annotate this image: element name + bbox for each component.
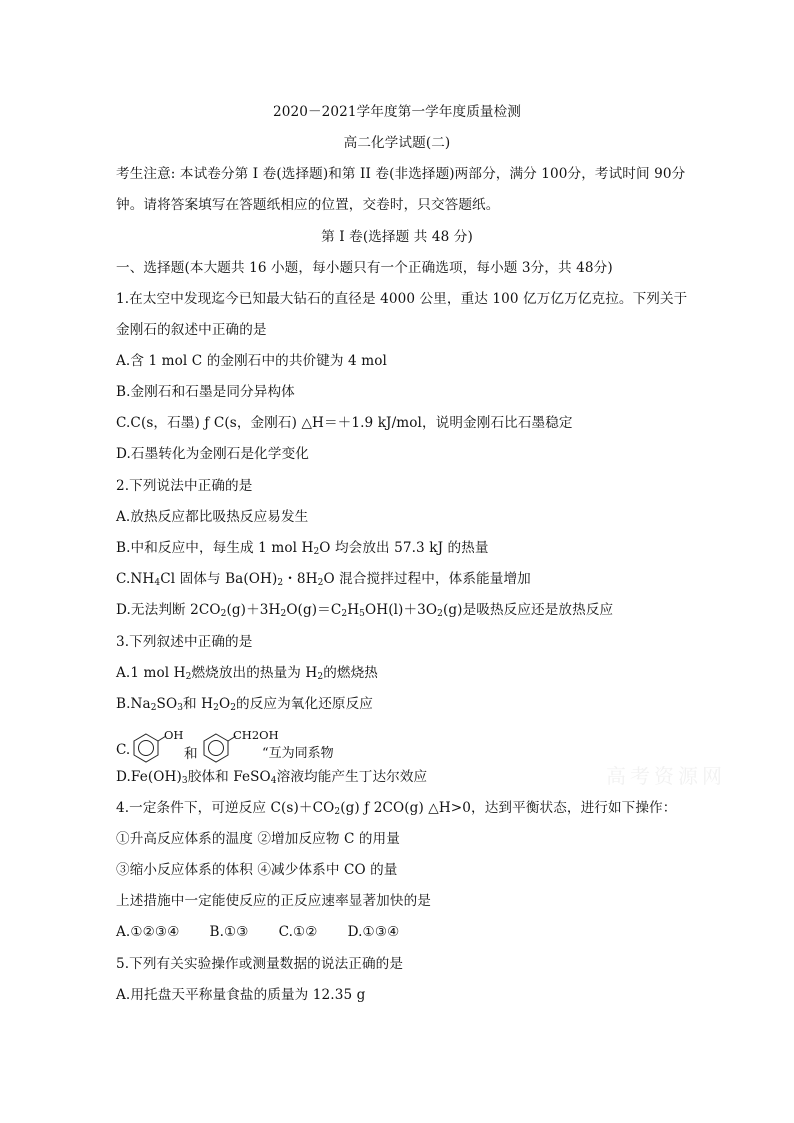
q4-option-b: B.①③ [209,924,249,940]
q4-question: 上述措施中一定能使反应的正反应速率显著加快的是 [116,893,431,909]
q4-stem: 4.一定条件下，可逆反应 $C(s)+CO_2(g)$ ƒ 2CO(g) △H>0，达到平衡状态，进行如下操作： [116,800,677,817]
q1-option-c: C.C(s，石墨) ƒ C(s，金刚石) △H＝＋1.9 kJ/mol，说明金刚石比石墨稳定 [116,415,573,431]
q3-option-b: $B.Na_2SO_3$和 $H_2O_2$的反应为氧化还原反应 [116,696,373,713]
q1-option-a: A.含 1 mol C 的金刚石中的共价键为 4 mol [116,353,387,369]
q3-option-c-label: C. [116,742,131,758]
q3-option-a: A.1 mol $H_2$燃烧放出的热量为 $H_2$的燃烧热 [116,665,378,682]
part1-title: 第 I 卷(选择题 共 48 分) [321,229,473,245]
q2-option-b: B.中和反应中，每生成 1 mol $H_2O$ 均会放出 57.3 kJ 的热量 [116,540,489,557]
q4-operations-line-2: ③缩小反应体系的体积 ④减少体系中 CO 的量 [116,862,398,878]
q4-option-c: C.①② [278,924,318,940]
q4-operations-line-1: ①升高反应体系的温度 ②增加反应物 C 的用量 [116,831,400,847]
q3-option-c [116,728,516,768]
benzyl-ch2oh-label: CH2OH [233,728,279,742]
q4-options [116,923,399,941]
section-title: 一、选择题(本大题共 16 小题，每小题只有一个正确选项，每小题 3分，共 48分) [116,260,613,276]
q2-stem: 2.下列说法中正确的是 [116,478,253,494]
q1-option-b: B.金刚石和石墨是同分异构体 [116,384,295,400]
q4-option-a: A.①②③④ [116,924,180,940]
q2-option-a: A.放热反应都比吸热反应易发生 [116,509,309,525]
q3-option-c-tail: “互为同系物 [262,746,334,761]
watermark: 高考资源网 [606,764,726,788]
notice-line-2: 钟。请将答案填写在答题纸相应的位置，交卷时，只交答题纸。 [116,197,500,213]
q2-option-d: D.无法判断 $2CO_2(g)+3H_2O(g)=C_2H_5OH(l)+3O_2(g)$是吸热反应还是放热反应 [116,602,614,619]
q4-option-d: D.①③④ [347,924,400,940]
q5-stem: 5.下列有关实验操作或测量数据的说法正确的是 [116,956,404,972]
q3-option-c-and: 和 [184,746,198,762]
q1-stem-line-2: 金刚石的叙述中正确的是 [116,322,267,338]
exam-title: 高二化学试题(二) [343,135,451,151]
q1-option-d: D.石墨转化为金刚石是化学变化 [116,446,309,462]
q3-stem: 3.下列叙述中正确的是 [116,634,253,650]
q3-option-d: $D.Fe(OH)_3$胶体和 FeSO$_4$溶液均能产生丁达尔效应 [116,769,428,786]
q5-option-a: A.用托盘天平称量食盐的质量为 12.35 g [116,987,366,1003]
phenol-oh-label: OH [164,728,184,742]
year-title: 2020－2021学年度第一学年度质量检测 [272,104,521,120]
notice-line-1: 考生注意: 本试卷分第 I 卷(选择题)和第 II 卷(非选择题)两部分，满分 100分，考试时间 90分 [116,166,686,182]
q1-stem-line-1: 1.在太空中发现迄今已知最大钻石的直径是 4000 公里，重达 100 亿万亿万亿克拉。下列关于 [116,291,688,307]
q2-option-c: $C.NH_4Cl$ 固体与 $Ba(OH)_2$・$8H_2O$ 混合搅拌过程中，体系能量增加 [116,571,531,588]
